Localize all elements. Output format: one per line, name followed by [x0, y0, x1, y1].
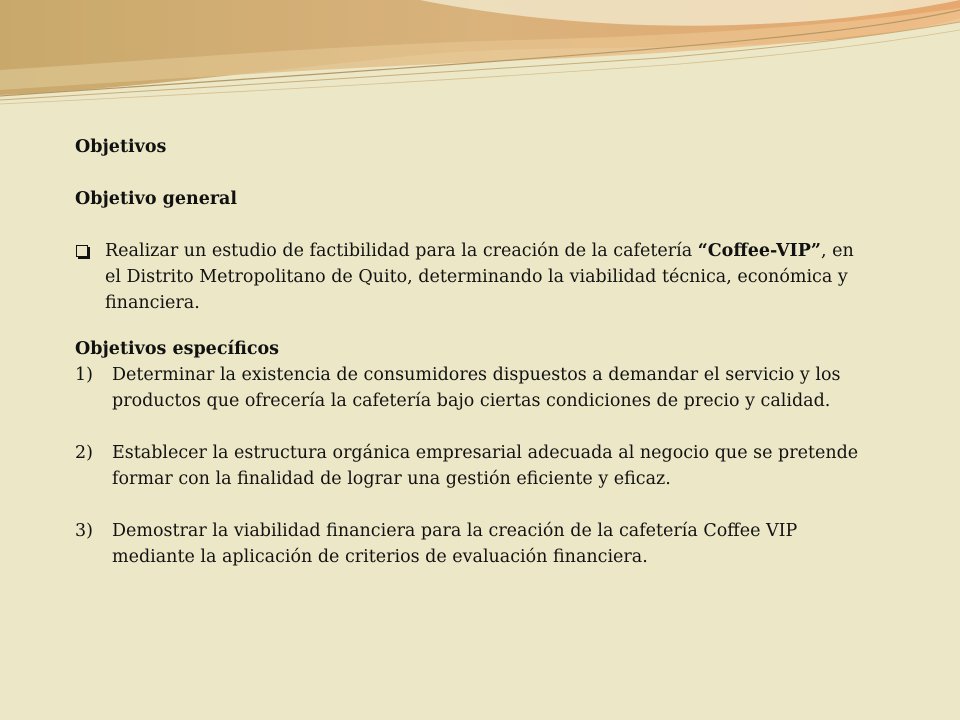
item-text: Determinar la existencia de consumidores dispuestos a demandar el servicio y los productos que ofrecería la cafetería bajo ciertas condiciones de precio y calidad. — [112, 365, 841, 411]
item-number: 2) — [75, 443, 93, 463]
specific-objective-item — [75, 440, 875, 492]
specific-objective-item — [75, 362, 875, 414]
item-text: Demostrar la viabilidad financiera para la creación de la cafetería Coffee VIP mediante la aplicación de criterios de evaluación financiera. — [112, 521, 798, 567]
coffee-vip-name: “Coffee-VIP” — [697, 241, 821, 261]
header-wave-decoration — [0, 0, 960, 120]
general-objective-text: Realizar un estudio de factibilidad para la creación de la cafetería “Coffee-VIP”, en el Distrito Metropolitano de Quito, determinando la viabilidad técnica, económica y financiera. — [105, 241, 854, 313]
slide-body — [75, 134, 875, 570]
item-text: Establecer la estructura orgánica empresarial adecuada al negocio que se pretende formar con la finalidad de lograr una gestión eficiente y eficaz. — [112, 443, 859, 489]
specific-objective-item — [75, 518, 875, 570]
general-objective-heading: Objetivo general — [75, 189, 238, 209]
general-objective-item — [75, 238, 875, 316]
slide-title: Objetivos — [75, 137, 167, 157]
item-number: 3) — [75, 521, 93, 541]
item-number: 1) — [75, 365, 93, 385]
specific-objectives-heading: Objetivos específicos — [75, 339, 280, 359]
checkbox-bullet-icon — [75, 238, 105, 316]
